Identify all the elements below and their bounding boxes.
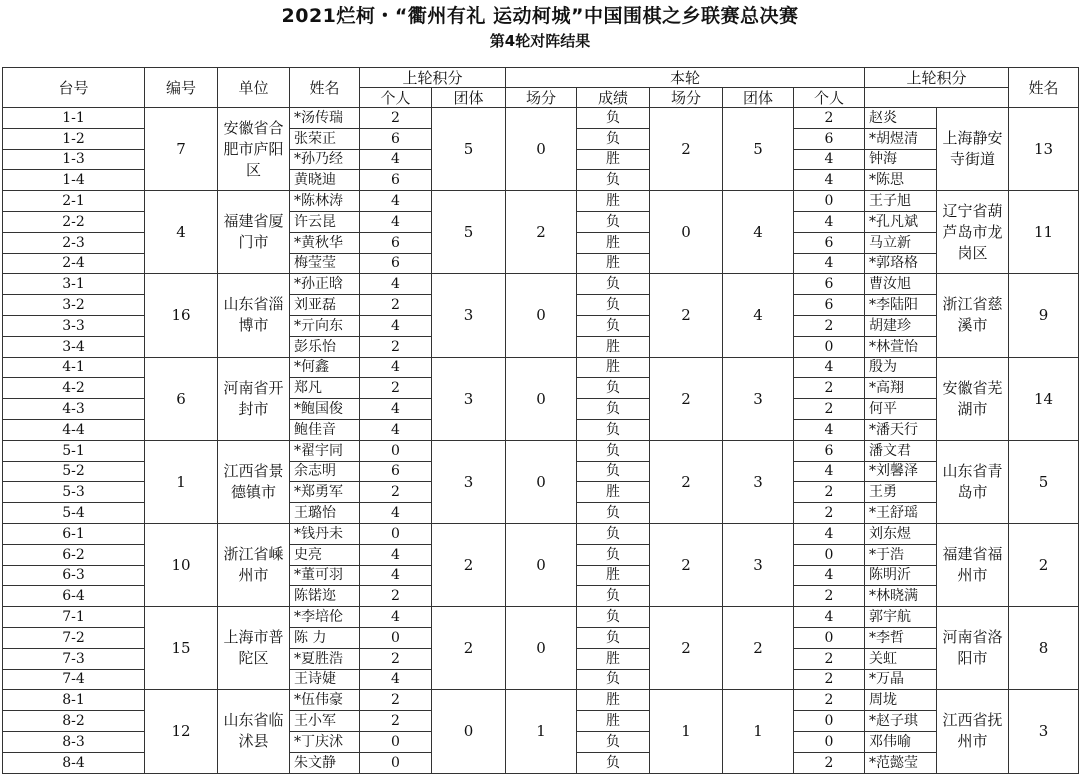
board-number: 3-4	[3, 336, 145, 357]
table-row	[3, 191, 1079, 212]
left-player-personal-score: 2	[360, 295, 432, 316]
left-player-personal-score: 4	[360, 503, 432, 524]
board-number: 4-2	[3, 378, 145, 399]
left-player-name: 鲍佳音	[290, 419, 360, 440]
left-player-personal-score: 6	[360, 170, 432, 191]
right-player-personal-score: 4	[794, 357, 865, 378]
header-name-right: 姓名	[1009, 68, 1079, 108]
board-result: 负	[577, 378, 650, 399]
board-number: 8-2	[3, 711, 145, 732]
board-result: 胜	[577, 357, 650, 378]
left-player-personal-score: 4	[360, 419, 432, 440]
left-player-name: *夏胜浩	[290, 648, 360, 669]
left-match-points: 2	[506, 191, 577, 274]
board-number: 7-1	[3, 607, 145, 628]
right-player-name: *陈思	[865, 170, 937, 191]
board-result: 负	[577, 170, 650, 191]
left-player-name: *汤传瑞	[290, 108, 360, 129]
left-player-name: *黄秋华	[290, 232, 360, 253]
left-team-code: 10	[145, 523, 218, 606]
left-team-prev-score: 0	[432, 690, 506, 773]
left-player-name: 黄晓迪	[290, 170, 360, 191]
right-player-name: 关虹	[865, 648, 937, 669]
right-player-personal-score: 2	[794, 586, 865, 607]
board-number: 5-4	[3, 503, 145, 524]
left-team-code: 16	[145, 274, 218, 357]
right-player-personal-score: 2	[794, 399, 865, 420]
header-personal-left: 个人	[360, 88, 432, 108]
right-player-name: *潘天行	[865, 419, 937, 440]
right-player-name: 邓伟喻	[865, 731, 937, 752]
right-player-personal-score: 4	[794, 607, 865, 628]
right-player-name: 潘文君	[865, 440, 937, 461]
left-team-unit: 上海市普陀区	[218, 607, 290, 690]
right-match-points: 2	[650, 108, 723, 191]
right-player-personal-score: 2	[794, 648, 865, 669]
left-player-name: 张荣正	[290, 128, 360, 149]
left-player-personal-score: 6	[360, 128, 432, 149]
table-row	[3, 690, 1079, 711]
left-player-name: *钱丹未	[290, 523, 360, 544]
right-team-prev-score: 5	[723, 108, 794, 191]
right-player-name: *于浩	[865, 544, 937, 565]
right-player-personal-score: 4	[794, 253, 865, 274]
left-match-points: 0	[506, 357, 577, 440]
right-team-prev-score: 3	[723, 440, 794, 523]
board-number: 5-1	[3, 440, 145, 461]
right-team-code: 8	[1009, 607, 1079, 690]
left-team-code: 15	[145, 607, 218, 690]
left-player-personal-score: 4	[360, 149, 432, 170]
right-match-points: 2	[650, 523, 723, 606]
board-result: 负	[577, 461, 650, 482]
board-number: 1-2	[3, 128, 145, 149]
board-result: 负	[577, 108, 650, 129]
left-player-personal-score: 6	[360, 253, 432, 274]
right-player-personal-score: 4	[794, 419, 865, 440]
right-team-unit: 河南省洛阳市	[937, 607, 1009, 690]
right-player-name: 王子旭	[865, 191, 937, 212]
left-match-points: 0	[506, 607, 577, 690]
table-row	[3, 440, 1079, 461]
left-player-personal-score: 4	[360, 399, 432, 420]
board-result: 负	[577, 295, 650, 316]
right-player-personal-score: 0	[794, 191, 865, 212]
board-result: 胜	[577, 253, 650, 274]
left-player-personal-score: 2	[360, 108, 432, 129]
board-number: 8-1	[3, 690, 145, 711]
right-team-unit: 江西省抚州市	[937, 690, 1009, 773]
right-player-personal-score: 2	[794, 503, 865, 524]
left-team-unit: 浙江省嵊州市	[218, 523, 290, 606]
board-result: 负	[577, 523, 650, 544]
header-team-left: 团体	[432, 88, 506, 108]
header-match-pts-right: 场分	[650, 88, 723, 108]
left-player-personal-score: 4	[360, 565, 432, 586]
left-player-personal-score: 2	[360, 482, 432, 503]
board-result: 胜	[577, 711, 650, 732]
right-match-points: 2	[650, 357, 723, 440]
left-player-name: *翟宇同	[290, 440, 360, 461]
board-number: 7-3	[3, 648, 145, 669]
board-result: 胜	[577, 482, 650, 503]
left-player-name: 刘亚磊	[290, 295, 360, 316]
left-player-personal-score: 0	[360, 731, 432, 752]
board-number: 6-3	[3, 565, 145, 586]
left-player-personal-score: 2	[360, 378, 432, 399]
left-player-name: 彭乐怡	[290, 336, 360, 357]
left-player-name: *陈林涛	[290, 191, 360, 212]
right-match-points: 2	[650, 440, 723, 523]
right-player-name: *郭珞格	[865, 253, 937, 274]
right-team-prev-score: 3	[723, 523, 794, 606]
board-result: 负	[577, 128, 650, 149]
right-team-prev-score: 2	[723, 607, 794, 690]
right-player-name: *胡煜清	[865, 128, 937, 149]
board-result: 负	[577, 211, 650, 232]
left-match-points: 0	[506, 274, 577, 357]
left-player-name: 史亮	[290, 544, 360, 565]
left-player-name: 梅莹莹	[290, 253, 360, 274]
left-player-name: *丁庆沭	[290, 731, 360, 752]
board-number: 1-3	[3, 149, 145, 170]
left-team-code: 1	[145, 440, 218, 523]
left-team-code: 12	[145, 690, 218, 773]
board-result: 负	[577, 544, 650, 565]
right-player-personal-score: 2	[794, 752, 865, 773]
left-player-personal-score: 2	[360, 648, 432, 669]
board-result: 负	[577, 607, 650, 628]
page-title: 2021烂柯・“衢州有礼 运动柯城”中国围棋之乡联赛总决赛	[281, 5, 799, 27]
right-player-name: 郭宇航	[865, 607, 937, 628]
right-team-unit: 辽宁省葫芦岛市龙岗区	[937, 191, 1009, 274]
left-team-prev-score: 5	[432, 108, 506, 191]
board-result: 负	[577, 669, 650, 690]
right-team-unit: 上海静安寺街道	[937, 108, 1009, 191]
board-result: 负	[577, 315, 650, 336]
left-player-name: *郑勇军	[290, 482, 360, 503]
right-match-points: 0	[650, 191, 723, 274]
header-result: 成绩	[577, 88, 650, 108]
board-number: 2-4	[3, 253, 145, 274]
right-player-personal-score: 2	[794, 690, 865, 711]
board-result: 胜	[577, 565, 650, 586]
right-player-personal-score: 0	[794, 336, 865, 357]
right-team-code: 3	[1009, 690, 1079, 773]
right-team-prev-score: 3	[723, 357, 794, 440]
table-row	[3, 274, 1079, 295]
left-player-personal-score: 0	[360, 627, 432, 648]
left-player-name: *董可羽	[290, 565, 360, 586]
right-player-name: 曹汝旭	[865, 274, 937, 295]
header-match-pts-left: 场分	[506, 88, 577, 108]
board-number: 7-2	[3, 627, 145, 648]
left-team-unit: 江西省景德镇市	[218, 440, 290, 523]
board-result: 胜	[577, 336, 650, 357]
right-player-name: *李哲	[865, 627, 937, 648]
left-player-name: 陈锘迩	[290, 586, 360, 607]
board-number: 1-1	[3, 108, 145, 129]
board-result: 胜	[577, 149, 650, 170]
right-player-personal-score: 2	[794, 315, 865, 336]
right-player-name: 马立新	[865, 232, 937, 253]
left-player-personal-score: 0	[360, 440, 432, 461]
left-player-name: *何鑫	[290, 357, 360, 378]
header-prev-score-left: 上轮积分	[360, 68, 506, 88]
board-number: 7-4	[3, 669, 145, 690]
board-result: 胜	[577, 648, 650, 669]
left-team-prev-score: 3	[432, 357, 506, 440]
right-player-personal-score: 2	[794, 669, 865, 690]
left-team-prev-score: 2	[432, 607, 506, 690]
right-player-name: 刘东煜	[865, 523, 937, 544]
left-team-code: 7	[145, 108, 218, 191]
left-player-personal-score: 4	[360, 315, 432, 336]
right-player-personal-score: 6	[794, 440, 865, 461]
right-team-unit: 山东省青岛市	[937, 440, 1009, 523]
right-player-personal-score: 6	[794, 274, 865, 295]
left-team-code: 4	[145, 191, 218, 274]
left-match-points: 0	[506, 440, 577, 523]
left-player-personal-score: 4	[360, 544, 432, 565]
board-number: 8-3	[3, 731, 145, 752]
board-number: 3-1	[3, 274, 145, 295]
header-this-round: 本轮	[506, 68, 865, 88]
right-team-prev-score: 4	[723, 191, 794, 274]
board-number: 6-1	[3, 523, 145, 544]
left-player-name: *李培伦	[290, 607, 360, 628]
left-player-name: *孙正晗	[290, 274, 360, 295]
left-player-name: 朱文静	[290, 752, 360, 773]
left-player-personal-score: 4	[360, 669, 432, 690]
board-result: 胜	[577, 191, 650, 212]
right-team-code: 11	[1009, 191, 1079, 274]
board-number: 4-3	[3, 399, 145, 420]
right-player-name: 钟海	[865, 149, 937, 170]
left-player-personal-score: 2	[360, 711, 432, 732]
left-team-unit: 山东省临沭县	[218, 690, 290, 773]
right-team-unit: 浙江省慈溪市	[937, 274, 1009, 357]
right-player-personal-score: 2	[794, 482, 865, 503]
left-team-prev-score: 2	[432, 523, 506, 606]
right-player-personal-score: 6	[794, 128, 865, 149]
right-team-code: 9	[1009, 274, 1079, 357]
left-team-unit: 河南省开封市	[218, 357, 290, 440]
left-player-personal-score: 4	[360, 357, 432, 378]
right-player-personal-score: 2	[794, 378, 865, 399]
right-team-code: 13	[1009, 108, 1079, 191]
left-player-name: *鲍国俊	[290, 399, 360, 420]
right-team-prev-score: 4	[723, 274, 794, 357]
right-player-personal-score: 4	[794, 149, 865, 170]
left-team-unit: 安徽省合肥市庐阳区	[218, 108, 290, 191]
left-team-prev-score: 3	[432, 440, 506, 523]
header-unit-left: 单位	[218, 68, 290, 108]
left-match-points: 0	[506, 108, 577, 191]
table-row	[3, 108, 1079, 129]
right-team-unit: 安徽省芜湖市	[937, 357, 1009, 440]
right-team-code: 14	[1009, 357, 1079, 440]
table-body	[3, 108, 1079, 774]
right-player-personal-score: 0	[794, 627, 865, 648]
right-player-name: *高翔	[865, 378, 937, 399]
board-number: 2-1	[3, 191, 145, 212]
right-player-personal-score: 0	[794, 731, 865, 752]
header-team-right: 团体	[723, 88, 794, 108]
board-result: 负	[577, 731, 650, 752]
right-player-personal-score: 4	[794, 170, 865, 191]
right-player-name: 何平	[865, 399, 937, 420]
board-number: 3-2	[3, 295, 145, 316]
board-result: 胜	[577, 690, 650, 711]
right-team-code: 5	[1009, 440, 1079, 523]
right-player-name: 王勇	[865, 482, 937, 503]
header-board: 台号	[3, 68, 145, 108]
left-match-points: 1	[506, 690, 577, 773]
board-number: 4-1	[3, 357, 145, 378]
board-number: 3-3	[3, 315, 145, 336]
right-player-name: *林萱怡	[865, 336, 937, 357]
left-player-personal-score: 4	[360, 274, 432, 295]
left-player-name: *伍伟豪	[290, 690, 360, 711]
right-player-personal-score: 2	[794, 108, 865, 129]
right-team-unit: 福建省福州市	[937, 523, 1009, 606]
results-table	[2, 67, 1079, 774]
table-row	[3, 607, 1079, 628]
right-team-prev-score: 1	[723, 690, 794, 773]
board-result: 胜	[577, 232, 650, 253]
board-result: 负	[577, 419, 650, 440]
right-player-personal-score: 4	[794, 565, 865, 586]
right-player-name: *范懿莹	[865, 752, 937, 773]
left-player-name: 王诗婕	[290, 669, 360, 690]
board-number: 5-2	[3, 461, 145, 482]
left-player-name: 王小军	[290, 711, 360, 732]
board-result: 负	[577, 440, 650, 461]
left-player-personal-score: 2	[360, 336, 432, 357]
board-result: 负	[577, 752, 650, 773]
header-code-left: 编号	[145, 68, 218, 108]
table-row	[3, 357, 1079, 378]
left-player-personal-score: 0	[360, 523, 432, 544]
left-player-name: 王璐怡	[290, 503, 360, 524]
left-player-personal-score: 4	[360, 211, 432, 232]
right-player-name: *王舒瑶	[865, 503, 937, 524]
board-result: 负	[577, 399, 650, 420]
left-team-prev-score: 5	[432, 191, 506, 274]
left-player-name: 余志明	[290, 461, 360, 482]
left-team-unit: 山东省淄博市	[218, 274, 290, 357]
right-match-points: 2	[650, 274, 723, 357]
header-name-left: 姓名	[290, 68, 360, 108]
left-player-name: 许云昆	[290, 211, 360, 232]
table-header	[3, 68, 1079, 108]
right-match-points: 1	[650, 690, 723, 773]
right-player-personal-score: 4	[794, 461, 865, 482]
board-number: 5-3	[3, 482, 145, 503]
left-player-personal-score: 6	[360, 461, 432, 482]
left-player-personal-score: 0	[360, 752, 432, 773]
right-player-name: 陈明沂	[865, 565, 937, 586]
left-match-points: 0	[506, 523, 577, 606]
right-player-personal-score: 6	[794, 232, 865, 253]
board-number: 6-2	[3, 544, 145, 565]
table-row	[3, 523, 1079, 544]
page-subtitle: 第4轮对阵结果	[489, 32, 591, 50]
left-player-name: 郑凡	[290, 378, 360, 399]
right-player-personal-score: 6	[794, 295, 865, 316]
right-player-personal-score: 0	[794, 544, 865, 565]
right-player-name: 胡建珍	[865, 315, 937, 336]
left-player-personal-score: 6	[360, 232, 432, 253]
left-player-personal-score: 4	[360, 607, 432, 628]
left-player-personal-score: 4	[360, 191, 432, 212]
right-player-name: 赵炎	[865, 108, 937, 129]
left-player-name: *亓向东	[290, 315, 360, 336]
board-number: 2-3	[3, 232, 145, 253]
right-player-name: 周垅	[865, 690, 937, 711]
right-player-personal-score: 4	[794, 523, 865, 544]
right-player-name: 殷为	[865, 357, 937, 378]
left-team-unit: 福建省厦门市	[218, 191, 290, 274]
left-team-code: 6	[145, 357, 218, 440]
left-player-name: *孙乃经	[290, 149, 360, 170]
board-result: 负	[577, 627, 650, 648]
board-result: 负	[577, 503, 650, 524]
right-player-name: *赵子琪	[865, 711, 937, 732]
board-number: 1-4	[3, 170, 145, 191]
right-player-name: *孔凡斌	[865, 211, 937, 232]
board-number: 6-4	[3, 586, 145, 607]
left-team-prev-score: 3	[432, 274, 506, 357]
right-player-name: *万晶	[865, 669, 937, 690]
board-result: 负	[577, 274, 650, 295]
header-personal-right: 个人	[794, 88, 865, 108]
right-match-points: 2	[650, 607, 723, 690]
board-number: 2-2	[3, 211, 145, 232]
right-team-code: 2	[1009, 523, 1079, 606]
left-player-personal-score: 2	[360, 586, 432, 607]
right-player-personal-score: 4	[794, 211, 865, 232]
header-prev-score-right: 上轮积分	[865, 68, 1009, 88]
left-player-personal-score: 2	[360, 690, 432, 711]
board-number: 8-4	[3, 752, 145, 773]
right-player-name: *李陆阳	[865, 295, 937, 316]
board-result: 负	[577, 586, 650, 607]
right-player-name: *林晓满	[865, 586, 937, 607]
left-player-name: 陈 力	[290, 627, 360, 648]
right-player-personal-score: 0	[794, 711, 865, 732]
board-number: 4-4	[3, 419, 145, 440]
right-player-name: *刘馨泽	[865, 461, 937, 482]
